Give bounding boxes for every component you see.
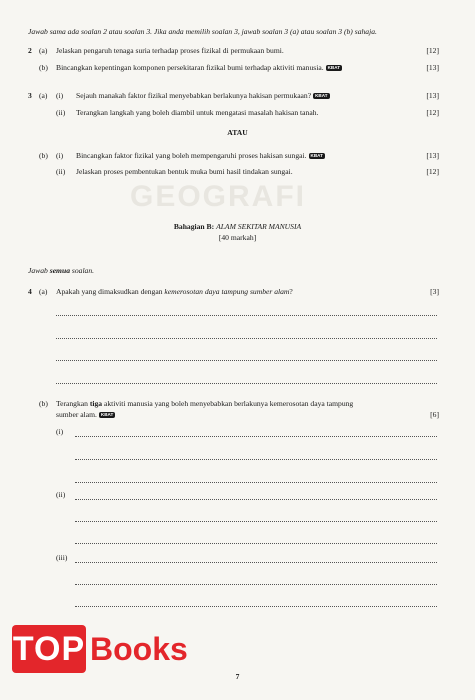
answer-line[interactable] — [75, 562, 437, 563]
answer-line[interactable] — [75, 482, 437, 483]
q4b-text-line1 — [56, 399, 353, 409]
q4b-prefix: Terangkan — [56, 399, 90, 408]
q4-number: 4 — [28, 287, 32, 296]
q3bi-text: Bincangkan faktor fizikal yang boleh mempengaruhi proses hakisan sungai. — [76, 151, 307, 160]
q4b-line2: sumber alam. — [56, 410, 97, 419]
q2a-marks: [12] — [426, 46, 439, 55]
q2b-marks: [13] — [426, 63, 439, 72]
q4b-text-line2 — [56, 410, 115, 420]
answer-line[interactable] — [75, 459, 437, 460]
q3bi-marks: [13] — [426, 151, 439, 160]
watermark: GEOGRAFI — [130, 180, 307, 213]
answer-line[interactable] — [75, 521, 437, 522]
answer-line[interactable] — [56, 383, 437, 384]
q4a-label: (a) — [39, 287, 48, 296]
answer-line[interactable] — [75, 436, 437, 437]
q2b-label: (b) — [39, 63, 48, 72]
q2b-text-row — [56, 63, 342, 73]
q4a-prefix: Apakah yang dimaksudkan dengan — [56, 287, 165, 296]
q3bii-marks: [12] — [426, 167, 439, 176]
answer-line[interactable] — [75, 584, 437, 585]
q3bi-label: (i) — [56, 151, 64, 160]
logo-top-text: TOP — [12, 625, 86, 673]
q4b-sub-ii: (ii) — [56, 490, 66, 499]
q3b-label: (b) — [39, 151, 48, 160]
q2a-text: Jelaskan pengaruh tenaga suria terhadap proses fizikal di permukaan bumi. — [56, 46, 284, 55]
atau-divider: ATAU — [227, 128, 248, 137]
q4b-sub-iii: (iii) — [56, 553, 68, 562]
section-b-marks: [40 markah] — [218, 233, 257, 242]
q4b-bold: tiga — [89, 399, 103, 408]
section-b-title — [0, 222, 475, 232]
answer-line[interactable] — [56, 338, 437, 339]
q4b-sub-i: (i) — [56, 427, 64, 436]
kbat-badge: KBAT — [315, 93, 328, 98]
q3bii-label: (ii) — [56, 167, 66, 176]
q3bi-text-row — [76, 151, 325, 161]
q4a-suffix: ? — [289, 287, 293, 296]
q3bii-text: Jelaskan proses pembentukan bentuk muka bumi hasil tindakan sungai. — [76, 167, 293, 176]
topbooks-logo — [12, 625, 190, 673]
q2b-text: Bincangkan kepentingan komponen persekitaran fizikal bumi terhadap aktiviti manusia. — [56, 63, 324, 72]
instructions: Jawab sama ada soalan 2 atau soalan 3. Jika anda memilih soalan 3, jawab soalan 3 (a) atau soalan 3 (b) sahaja. — [28, 27, 377, 36]
logo-books-text: Books — [90, 631, 188, 667]
answer-all-suffix: soalan. — [70, 266, 95, 275]
q3aii-label: (ii) — [56, 108, 66, 117]
q2-number: 2 — [28, 46, 32, 55]
q3ai-text: Sejauh manakah faktor fizikal menyebabkan berlakunya hakisan permukaan? — [76, 91, 312, 100]
q3ai-marks: [13] — [426, 91, 439, 100]
q4a-marks: [3] — [430, 287, 439, 296]
answer-line[interactable] — [56, 360, 437, 361]
q3ai-text-row — [76, 91, 330, 101]
q2a-label: (a) — [39, 46, 48, 55]
q3ai-label: (i) — [56, 91, 64, 100]
kbat-badge: KBAT — [310, 153, 323, 158]
section-b-label: Bahagian B: — [173, 222, 215, 231]
answer-all-prefix: Jawab — [28, 266, 50, 275]
answer-all-bold: semua — [49, 266, 70, 275]
q3aii-text: Terangkan langkah yang boleh diambil untuk mengatasi masalah hakisan tanah. — [76, 108, 319, 117]
answer-line[interactable] — [75, 499, 437, 500]
q4a-term: kemerosotan daya tampung sumber alam — [164, 287, 290, 296]
kbat-badge: KBAT — [100, 412, 114, 417]
q4b-suffix: aktiviti manusia yang boleh menyebabkan berlakunya kemerosotan daya tampung — [102, 399, 354, 408]
answer-all-instruction — [28, 266, 94, 276]
answer-line[interactable] — [75, 606, 437, 607]
q3aii-marks: [12] — [426, 108, 439, 117]
q4b-marks: [6] — [430, 410, 439, 419]
q3a-label: (a) — [39, 91, 48, 100]
answer-line[interactable] — [56, 315, 437, 316]
q4b-label: (b) — [39, 399, 48, 408]
kbat-badge: KBAT — [327, 65, 341, 70]
section-b-name: ALAM SEKITAR MANUSIA — [216, 222, 302, 231]
answer-line[interactable] — [75, 543, 437, 544]
page-number: 7 — [235, 672, 240, 681]
q3-number: 3 — [28, 91, 32, 100]
q4a-text — [56, 287, 293, 297]
